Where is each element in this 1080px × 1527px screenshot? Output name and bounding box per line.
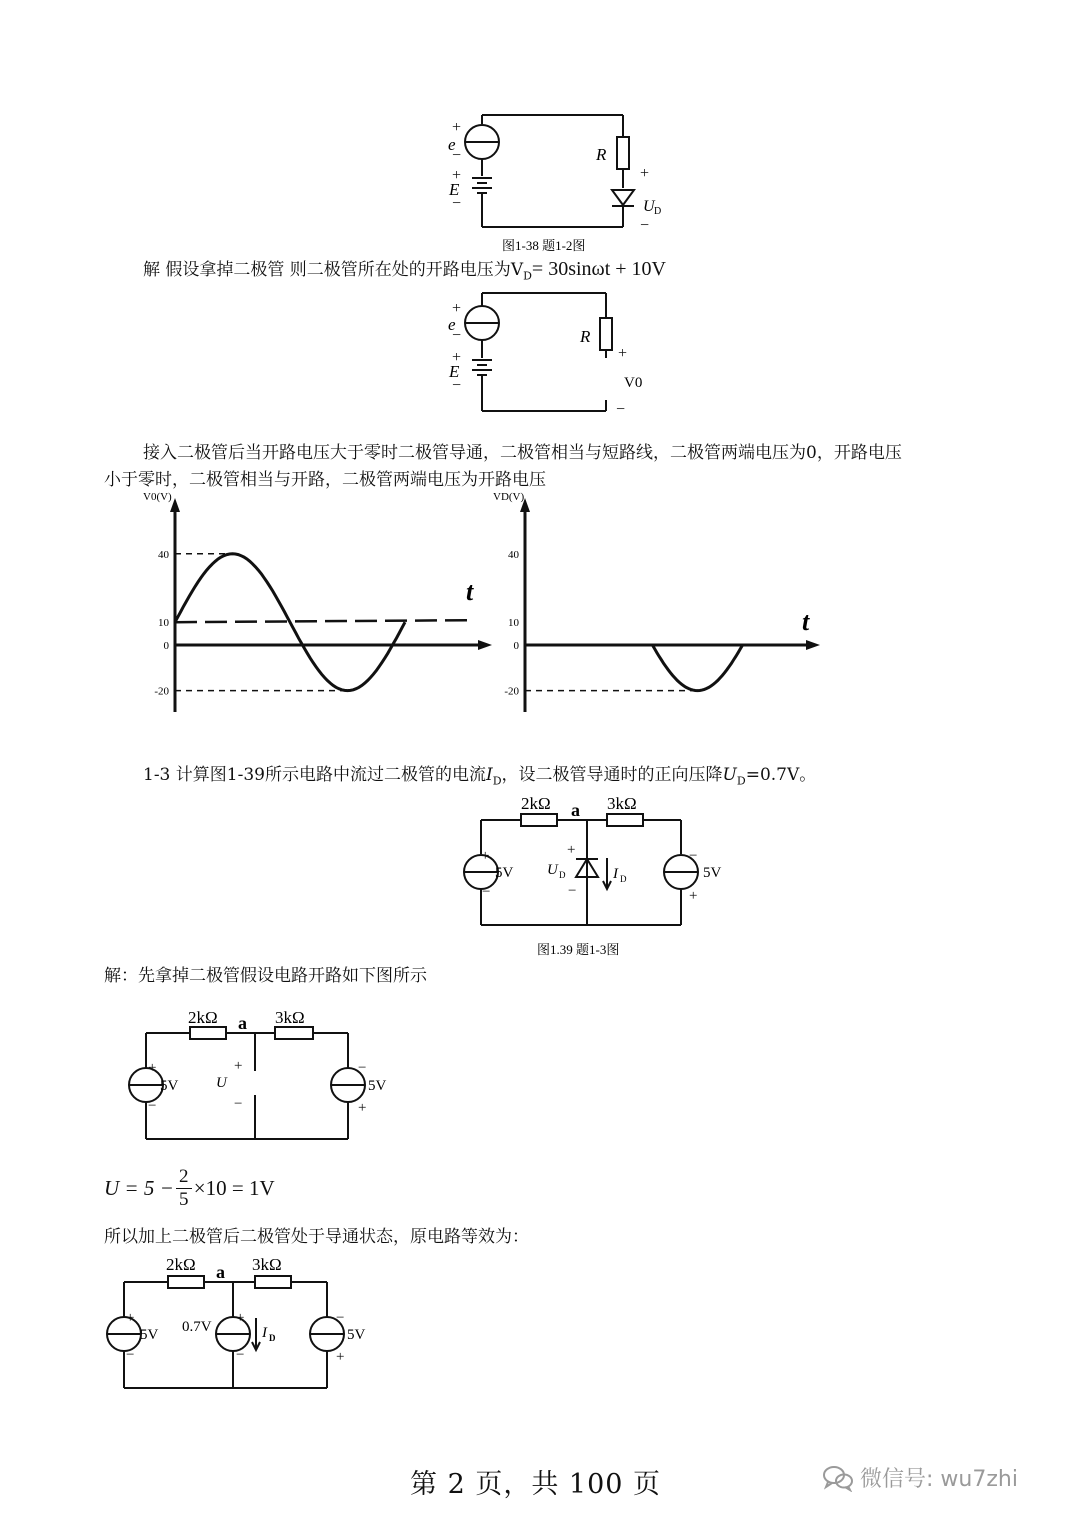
- y-tick-label: -20: [154, 685, 169, 698]
- figure-open-circuit: [440, 288, 660, 418]
- equation-U: [104, 1166, 275, 1211]
- left-source-label: 5V: [140, 1327, 159, 1343]
- diode-current-label: I: [613, 866, 618, 882]
- current-symbol: I: [486, 765, 493, 785]
- battery-E-label: E: [449, 362, 460, 381]
- figure-1-38: [440, 110, 680, 255]
- y-tick-label: 40: [158, 548, 169, 561]
- y-tick-label: 10: [508, 617, 519, 630]
- open-voltage-label: V0: [624, 375, 643, 391]
- solution-1-2-line: [143, 256, 666, 289]
- resistor-3k-label: 3kΩ: [252, 1255, 282, 1274]
- svg-text:−: −: [148, 1098, 157, 1114]
- node-a-label: a: [216, 1262, 225, 1282]
- svg-text:−: −: [126, 1347, 135, 1363]
- vd-formula: = 30sinωt + 10V: [531, 258, 666, 280]
- svg-text:−: −: [452, 377, 462, 394]
- diode-voltage-subscript: D: [559, 870, 566, 880]
- diode-voltage-label: U: [547, 862, 558, 878]
- diode-equiv-voltage-label: 0.7V: [182, 1319, 212, 1335]
- x-axis-label: t: [802, 607, 810, 636]
- figure-open-circuit-1-3: [120, 1005, 410, 1145]
- vd-subscript: D: [523, 269, 532, 283]
- diode-current-label: I: [262, 1325, 267, 1341]
- resistor-3k-label: 3kΩ: [275, 1008, 305, 1027]
- open-voltage-U-label: U: [216, 1075, 227, 1091]
- resistor-2k-label: 2kΩ: [166, 1255, 196, 1274]
- y-tick-label: 0: [513, 640, 519, 652]
- svg-text:+: +: [126, 1310, 135, 1326]
- current-subscript: D: [492, 774, 502, 788]
- figure-equivalent-circuit: [100, 1250, 390, 1395]
- fraction-numerator: 2: [179, 1166, 189, 1187]
- battery-E-label: E: [449, 180, 460, 199]
- series-10v-level: [175, 620, 470, 622]
- left-source-label: 5V: [495, 865, 514, 881]
- figure-1-38-caption: 图1-38 题1-2图: [502, 238, 586, 253]
- conclusion-text: 所以加上二极管后二极管处于导通状态，原电路等效为：: [104, 1227, 529, 1247]
- wechat-watermark: [822, 1462, 1018, 1493]
- diode-current-subscript: D: [269, 1333, 276, 1343]
- y-axis-label: V0(V): [143, 491, 172, 503]
- svg-text:+: +: [336, 1349, 345, 1365]
- conduction-paragraph: [104, 440, 984, 494]
- resistor-2k-label: 2kΩ: [188, 1008, 218, 1027]
- svg-text:+: +: [452, 119, 462, 136]
- equation-lhs: U = 5 −: [104, 1176, 174, 1200]
- x-axis-label: t: [466, 577, 474, 606]
- chart-v0-waveform: [140, 490, 500, 720]
- source-e-label: e: [448, 135, 456, 154]
- svg-text:+: +: [618, 345, 628, 362]
- svg-text:−: −: [568, 883, 577, 899]
- equation-rhs: ×10 = 1V: [193, 1176, 275, 1200]
- svg-text:+: +: [452, 167, 462, 184]
- y-tick-label: 10: [158, 617, 169, 630]
- svg-text:+: +: [567, 842, 576, 858]
- problem-text-2: ，设二极管导通时的正向压降: [501, 765, 723, 785]
- resistor-2k-label: 2kΩ: [521, 794, 551, 813]
- svg-text:−: −: [236, 1347, 245, 1363]
- svg-text:+: +: [640, 165, 650, 182]
- y-tick-label: 0: [163, 640, 169, 652]
- svg-text:−: −: [452, 147, 462, 164]
- x-axis-arrowhead: [806, 640, 820, 650]
- diode-voltage-label: U: [643, 198, 655, 215]
- voltage-subscript: D: [736, 774, 746, 788]
- node-a-label: a: [571, 800, 580, 820]
- svg-text:−: −: [234, 1096, 243, 1112]
- right-source-label: 5V: [347, 1327, 366, 1343]
- series-vd-clipped: [652, 645, 742, 691]
- fraction-denominator: 5: [179, 1189, 189, 1210]
- resistor-R-label: R: [596, 145, 607, 164]
- problem-1-3: [143, 762, 816, 794]
- paragraph-line-1: 接入二极管后当开路电压大于零时二极管导通，二极管相当与短路线，二极管两端电压为0，开路电压: [143, 443, 902, 463]
- svg-text:−: −: [336, 1310, 345, 1326]
- vd-symbol: V: [510, 260, 524, 280]
- svg-text:−: −: [452, 327, 462, 344]
- y-tick-label: -20: [504, 685, 519, 698]
- right-source-label: 5V: [368, 1078, 387, 1094]
- diode-current-subscript: D: [620, 874, 627, 884]
- svg-text:−: −: [689, 848, 698, 864]
- right-source-label: 5V: [703, 865, 722, 881]
- figure-1-39-caption: 图1.39 题1-3图: [537, 942, 620, 957]
- svg-text:+: +: [358, 1100, 367, 1116]
- svg-text:+: +: [234, 1058, 243, 1074]
- chart-vd-waveform: [488, 490, 828, 720]
- solution-1-3-text: 解：先拿掉二极管假设电路开路如下图所示: [104, 966, 427, 986]
- y-tick-label: 40: [508, 548, 519, 561]
- paragraph-line-2: 小于零时，二极管相当与开路，二极管两端电压为开路电压: [104, 470, 546, 490]
- svg-text:+: +: [689, 888, 698, 904]
- svg-text:−: −: [452, 195, 462, 212]
- left-source-label: 5V: [160, 1078, 179, 1094]
- resistor-R-label: R: [580, 327, 591, 346]
- wechat-icon: [822, 1464, 854, 1492]
- node-a-label: a: [238, 1013, 247, 1033]
- watermark-text: 微信号: wu7zhi: [860, 1467, 1018, 1492]
- svg-text:+: +: [481, 848, 490, 864]
- diode-voltage-subscript: D: [654, 206, 662, 217]
- svg-text:+: +: [452, 349, 462, 366]
- svg-text:−: −: [640, 217, 650, 234]
- svg-text:+: +: [148, 1060, 157, 1076]
- page-footer: 第 2 页，共 100 页: [410, 1469, 662, 1500]
- svg-text:+: +: [236, 1310, 245, 1326]
- voltage-symbol: U: [722, 765, 737, 785]
- problem-number: 1-3: [143, 765, 171, 785]
- y-axis-label: VD(V): [493, 491, 525, 503]
- resistor-3k-label: 3kΩ: [607, 794, 637, 813]
- svg-text:−: −: [358, 1060, 367, 1076]
- problem-text-1: 计算图1-39所示电路中流过二极管的电流: [170, 765, 486, 785]
- problem-text-3: =0.7V。: [745, 765, 817, 785]
- svg-text:−: −: [482, 884, 491, 900]
- source-e-label: e: [448, 315, 456, 334]
- solution-1-2-text: 解 假设拿掉二极管 则二极管所在处的开路电压为: [143, 260, 511, 280]
- svg-text:+: +: [452, 300, 462, 317]
- figure-1-39: [455, 792, 755, 967]
- svg-text:−: −: [616, 401, 626, 418]
